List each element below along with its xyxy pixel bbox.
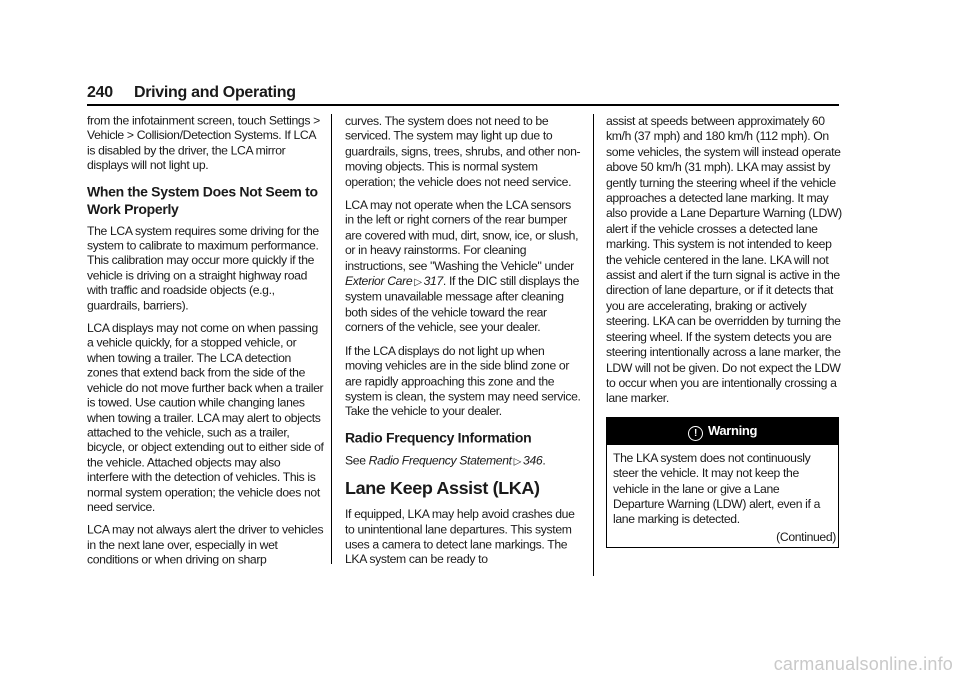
page-number: 240 [87, 84, 113, 101]
section-heading: Radio Frequency Information [345, 429, 532, 446]
section-heading: When the System Does Not Seem to Work Properly [87, 183, 318, 217]
warning-box [606, 417, 839, 548]
paragraph: The LCA system requires some driving for the system to calibrate to maximum performance. This calibration may occur more quickly if the vehicle is driving on a straight highway road with traffic and roadside objects (e.g., guardrails, barriers). [87, 224, 319, 313]
section-title: Driving and Operating [133, 84, 296, 101]
paragraph: LCA may not operate when the LCA sensors in the left or right corners of the rear bumper are covered with mud, dirt, snow, ice, or slush, or in heavy rainstorms. For cleaning instructions, see "Washing the Vehicle" under Exterior Care ▷ 317. If the DIC still displays the system unavailable message after cleaning both sides of the vehicle toward the rear corners of the vehicle, see your dealer. [345, 197, 580, 335]
page-reference-arrow-icon: ▷ [513, 456, 522, 468]
column-1 [87, 114, 324, 576]
warning-icon: ! [688, 426, 703, 441]
paragraph: If equipped, LKA may help avoid crashes due to unintentional lane departures. This system uses a camera to detect lane markings. The LKA system can be ready to [345, 507, 575, 567]
major-heading: Lane Keep Assist (LKA) [345, 478, 540, 499]
column-2 [345, 114, 582, 576]
warning-title: Warning [707, 422, 758, 438]
page-header [87, 84, 296, 102]
warning-text: The LKA system does not continuously steer the vehicle. It may not keep the vehicle in the lane or give a Lane Departure Warning (LDW) alert, even if a lane marking is detected. [613, 450, 821, 527]
page-reference[interactable]: 346 [523, 453, 543, 468]
paragraph: from the infotainment screen, touch Settings > Vehicle > Collision/Detection Systems. If LCA is disabled by the driver, the LCA mirror displays will not light up. [87, 114, 320, 173]
page-reference-arrow-icon: ▷ [414, 276, 422, 288]
paragraph: LCA may not always alert the driver to vehicles in the next lane over, especially in wet conditions or when driving on sharp [87, 523, 324, 567]
paragraph: See Radio Frequency Statement ▷ 346. [345, 453, 546, 468]
watermark: carmanualsonline.info [773, 654, 953, 674]
paragraph: If the LCA displays do not light up when moving vehicles are in the side blind zone or are rapidly approaching this zone and the system is clean, the system may need service. Take the vehicle to your dealer. [345, 343, 581, 419]
paragraph: curves. The system does not need to be serviced. The system may light up due to guardrails, signs, trees, shrubs, and other non-moving objects. This is normal system operation; the vehicle does not need service. [345, 114, 581, 189]
column-divider [593, 114, 594, 576]
warning-header [607, 418, 838, 445]
continued-label: (Continued) [776, 529, 836, 544]
cross-reference-link[interactable]: Exterior Care [345, 273, 413, 288]
column-divider [331, 114, 332, 564]
page-reference[interactable]: 317 [423, 273, 443, 288]
column-3 [606, 114, 843, 548]
header-rule [87, 104, 839, 106]
paragraph: LCA displays may not come on when passing a vehicle quickly, for a stopped vehicle, or when towing a trailer. The LCA detection zones that extend back from the side of the vehicle do not move further back when a trailer is towed. Use caution while changing lanes when towing a trailer. LCA may alert to objects attached to the vehicle, such as a trailer, bicycle, or object extending out to either side of the vehicle. Attached objects may also interfere with the detection of vehicles. This is normal system operation; the vehicle does not need service. [87, 321, 324, 514]
cross-reference-link[interactable]: Radio Frequency Statement [368, 453, 512, 468]
paragraph: assist at speeds between approximately 60 km/h (37 mph) and 180 km/h (112 mph). On some vehicles, the system will instead operate above 50 km/h (31 mph). LKA may assist by gently turning the steering wheel if the vehicle approaches a detected lane marking. It may also provide a Lane Departure Warning (LDW) alert if the vehicle crosses a detected lane marking. This system is not intended to keep the vehicle centered in the lane. LKA will not assist and alert if the turn signal is active in the direction of lane departure, or if it detects that you are accelerating, braking or actively steering. LKA can be overridden by turning the steering wheel. If the system detects you are steering intentionally across a lane marker, the LDW will not be given. Do not expect the LDW to occur when you are intentionally crossing a lane marker. [606, 114, 842, 406]
